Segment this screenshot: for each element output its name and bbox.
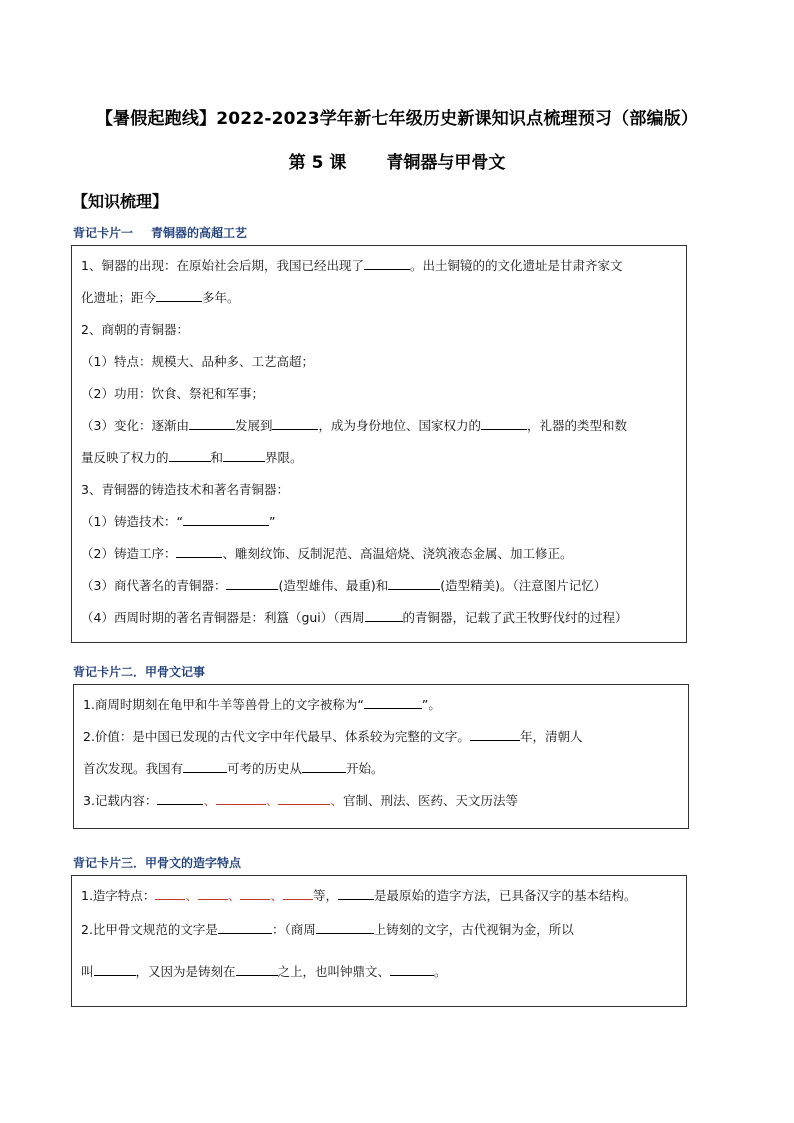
card3-box — [71, 875, 687, 1007]
blank[interactable] — [189, 416, 235, 430]
card1-line: （3）商代著名的青铜器： (造型雄伟、最重)和 (造型精美)。（注意图片记忆） — [81, 578, 607, 593]
blank[interactable] — [157, 791, 203, 805]
section-heading: 【知识梳理】 — [72, 192, 169, 211]
blank[interactable] — [481, 416, 527, 430]
card2-box — [73, 684, 689, 829]
card1-line: （2）功用：饮食、祭祀和军事； — [81, 386, 264, 401]
card1-line: （1）特点：规模大、品种多、工艺高超； — [81, 354, 314, 369]
card2-line: 2.价值：是中国已发现的古代文字中年代最早、体系较为完整的文字。 年，清朝人 — [83, 729, 583, 744]
blank[interactable] — [316, 920, 374, 934]
blank[interactable] — [223, 448, 265, 462]
blank[interactable] — [302, 759, 346, 773]
blank[interactable] — [198, 886, 228, 900]
card1-title — [73, 224, 247, 241]
blank[interactable] — [169, 448, 211, 462]
card1-line: 量反映了权力的 和 界限。 — [81, 450, 303, 465]
blank[interactable] — [338, 886, 374, 900]
lesson-number: 第 5 课 — [288, 153, 347, 173]
card1-line: 1、铜器的出现：在原始社会后期，我国已经出现了 。出土铜镜的的文化遗址是甘肃齐家文 — [81, 258, 623, 273]
card1-line: 2、商朝的青铜器： — [81, 322, 189, 337]
card1-line: （2）铸造工序： 、雕刻纹饰、反制泥范、高温焙烧、浇筑液态金属、加工修正。 — [81, 546, 573, 561]
blank[interactable] — [364, 256, 410, 270]
blank[interactable] — [272, 416, 318, 430]
card3-line: 2.比甲骨文规范的文字是 ：（商周 上铸刻的文字，古代视铜为金，所以 — [81, 922, 574, 937]
card3-line: 叫 ，又因为是铸刻在 之上，也叫钟鼎文、 。 — [81, 964, 447, 979]
card2-line: 首次发现。我国有 可考的历史从 开始。 — [83, 761, 384, 776]
blank[interactable] — [278, 791, 330, 805]
blank[interactable] — [183, 759, 227, 773]
lesson-title — [0, 148, 794, 173]
card1-line: （1）铸造技术：“ ” — [81, 514, 276, 529]
blank[interactable] — [365, 608, 403, 622]
blank[interactable] — [226, 576, 278, 590]
card1-line: （4）西周时期的著名青铜器是：利簋（gui）（西周 的青铜器，记载了武王牧野伐纣的过程） — [81, 610, 628, 625]
blank[interactable] — [216, 791, 266, 805]
blank[interactable] — [218, 920, 272, 934]
card2-line: 1.商周时期刻在龟甲和牛羊等兽骨上的文字被称为“ ”。 — [83, 697, 441, 712]
blank[interactable] — [183, 512, 269, 526]
blank[interactable] — [156, 288, 202, 302]
card1-line: （3）变化：逐渐由 发展到 ，成为身份地位、国家权力的 ，礼器的类型和数 — [81, 418, 628, 433]
blank[interactable] — [390, 962, 434, 976]
card1-box — [71, 245, 687, 643]
card2-line: 3.记载内容： 、 、 、官制、刑法、医药、天文历法等 — [83, 793, 518, 808]
card1-subtitle: 青铜器的高超工艺 — [151, 226, 248, 240]
blank[interactable] — [236, 962, 278, 976]
card1-label: 背记卡片一 — [73, 226, 134, 240]
card2-title: 背记卡片二．甲骨文记事 — [73, 665, 206, 679]
blank[interactable] — [155, 886, 185, 900]
lesson-name: 青铜器与甲骨文 — [386, 153, 506, 173]
blank[interactable] — [364, 695, 422, 709]
card3-line: 1.造字特点： 、 、 、 等， 是最原始的造字方法，已具备汉字的基本结构。 — [81, 888, 637, 903]
card1-line: 3、青铜器的铸造技术和著名青铜器： — [81, 482, 289, 497]
card3-title: 背记卡片三．甲骨文的造字特点 — [73, 856, 242, 870]
blank[interactable] — [94, 962, 136, 976]
page-title: 【暑假起跑线】2022-2023学年新七年级历史新课知识点梳理预习（部编版） — [95, 109, 699, 129]
blank[interactable] — [283, 886, 313, 900]
blank[interactable] — [388, 576, 440, 590]
blank[interactable] — [470, 727, 520, 741]
blank[interactable] — [176, 544, 222, 558]
card1-line: 化遗址；距今 多年。 — [81, 290, 240, 305]
blank[interactable] — [240, 886, 270, 900]
